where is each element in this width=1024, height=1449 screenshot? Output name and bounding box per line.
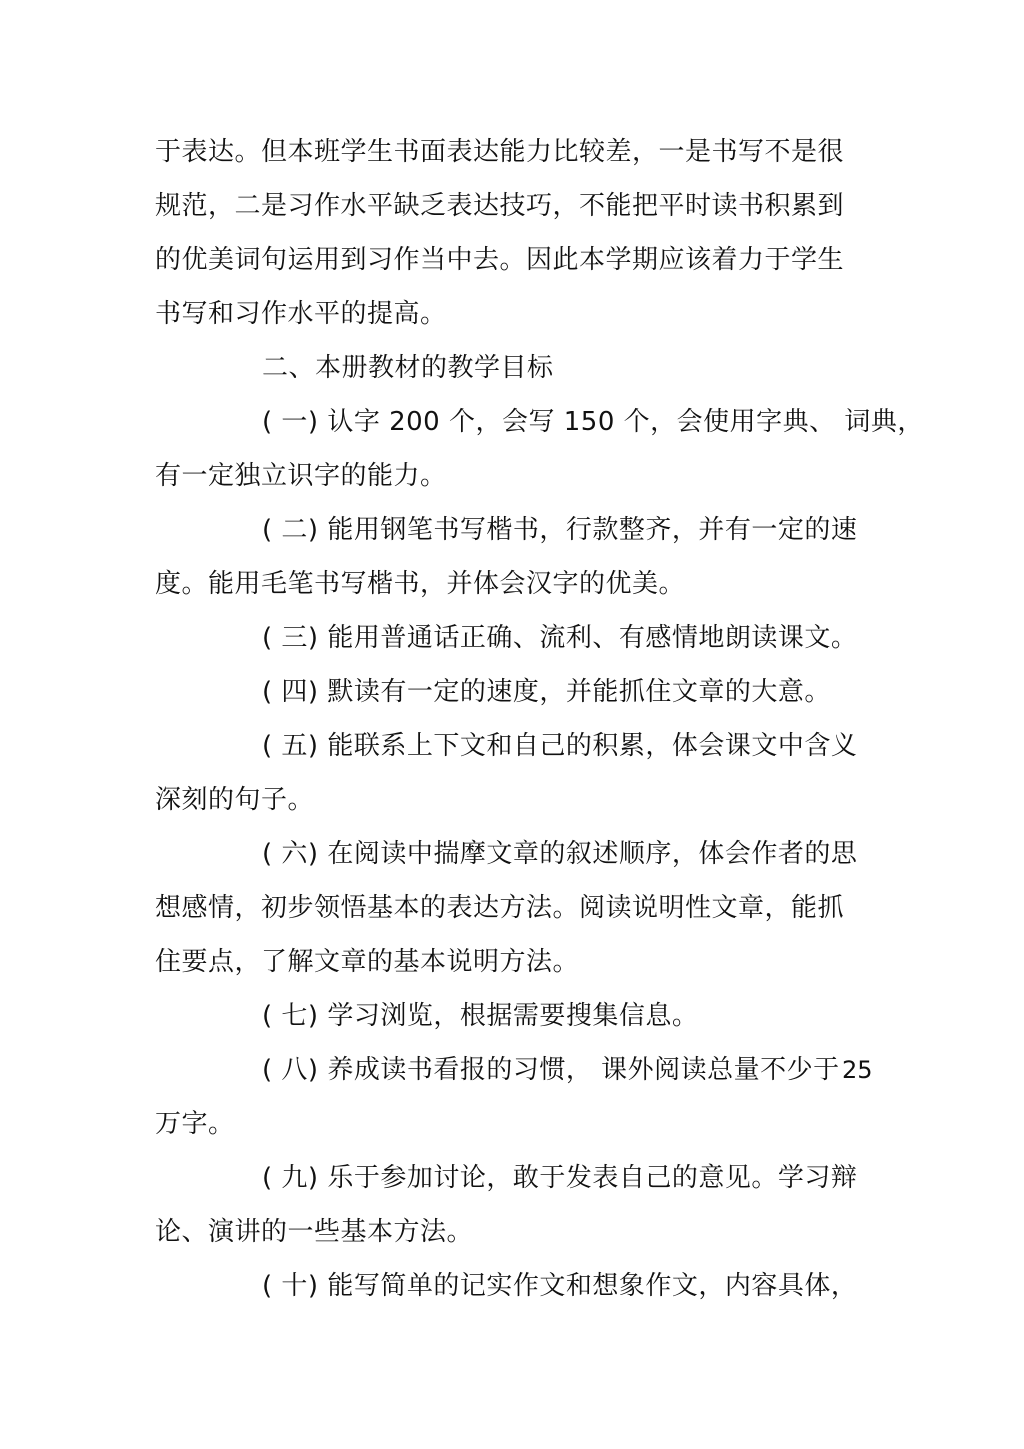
text-line: 规范，二是习作水平缺乏表达技巧，不能把平时读书积累到 [155, 191, 845, 221]
text-line: ( 二) 能用钢笔书写楷书，行款整齐，并有一定的速 [262, 515, 858, 545]
text-line: 深刻的句子。 [155, 785, 315, 815]
text-line: ( 八) 养成读书看报的习惯， 课外阅读总量不少于 [262, 1055, 840, 1085]
text-line: 的优美词句运用到习作当中去。因此本学期应该着力于学生 [155, 245, 845, 275]
text-line: ( 五) 能联系上下文和自己的积累，体会课文中含义 [262, 731, 858, 761]
text-line: 度。能用毛笔书写楷书，并体会汉字的优美。 [155, 569, 686, 599]
text-line: 有一定独立识字的能力。 [155, 461, 447, 491]
text-line: ( 九) 乐于参加讨论，敢于发表自己的意见。学习辩 [262, 1163, 858, 1193]
text-line: 于表达。但本班学生书面表达能力比较差，一是书写不是很 [155, 137, 845, 167]
text-line: ( 七) 学习浏览，根据需要搜集信息。 [262, 1001, 699, 1031]
text-line: ( 三) 能用普通话正确、流利、有感情地朗读课文。 [262, 623, 858, 653]
text-line: 万字。 [155, 1109, 235, 1139]
text-line: 论、演讲的一些基本方法。 [155, 1217, 474, 1247]
text-line: 书写和习作水平的提高。 [155, 299, 447, 329]
text-line: ( 十) 能写简单的记实作文和想象作文，内容具体， [262, 1271, 858, 1301]
trailing-number: 25 [842, 1056, 873, 1084]
text-line: ( 一) 认字 200 个，会写 150 个，会使用字典、 词典， [262, 407, 924, 437]
text-line: ( 六) 在阅读中揣摩文章的叙述顺序，体会作者的思 [262, 839, 858, 869]
text-line: 想感情，初步领悟基本的表达方法。阅读说明性文章，能抓 [155, 893, 845, 923]
text-line: ( 四) 默读有一定的速度，并能抓住文章的大意。 [262, 677, 831, 707]
section-heading: 二、本册教材的教学目标 [262, 353, 554, 383]
text-line: 住要点，了解文章的基本说明方法。 [155, 947, 580, 977]
